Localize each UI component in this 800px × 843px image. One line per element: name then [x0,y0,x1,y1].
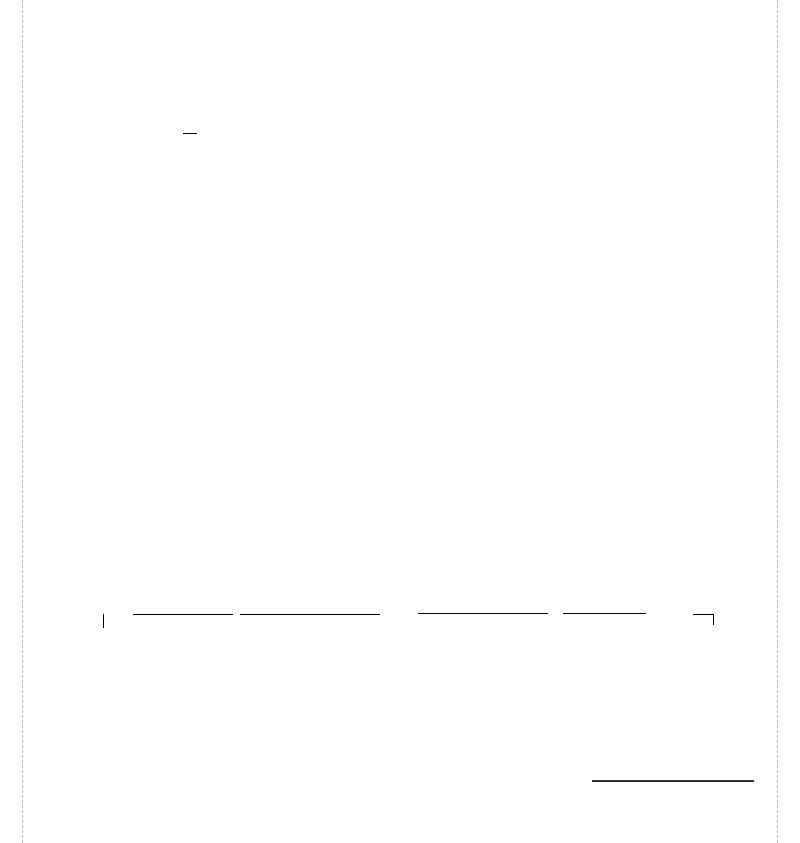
volta-2-line [563,613,646,614]
volta-1-line [240,614,380,615]
volta-1-line [133,614,233,615]
volta-1-label [103,614,107,628]
volta-2-line [418,613,548,614]
logo-underline [592,780,754,782]
time-signature [183,132,197,135]
watermark-strip-right [777,0,800,843]
volta-2-end [693,614,714,625]
watermark-strip-left [0,0,23,843]
